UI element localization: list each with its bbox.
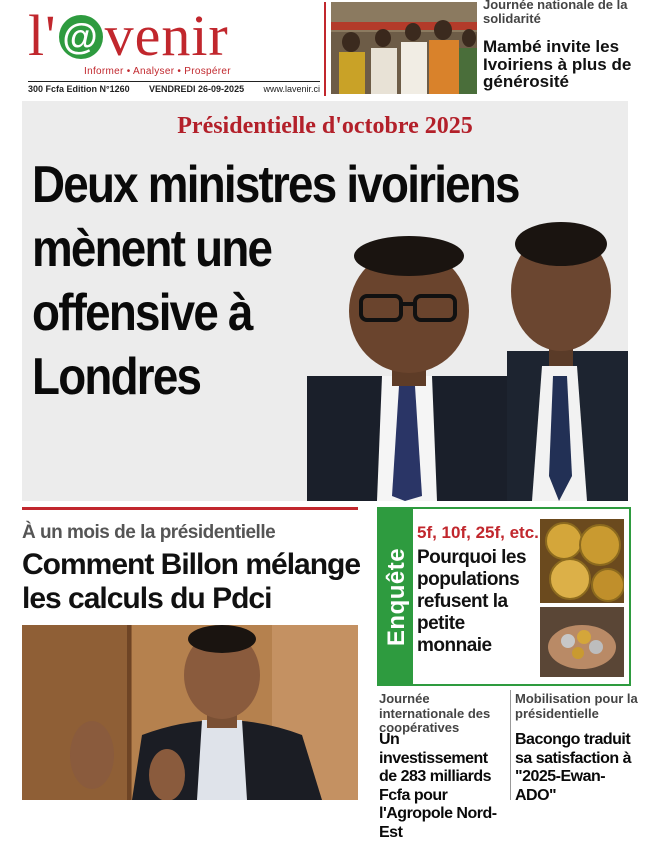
- teaser-photo[interactable]: [331, 2, 477, 94]
- mobilisation-title[interactable]: Bacongo traduit sa satisfaction à "2025-Ewan-ADO": [515, 731, 631, 804]
- main-headline-line: mènent une: [32, 220, 272, 278]
- enquete-box[interactable]: [377, 507, 631, 686]
- main-headline-line: offensive à: [32, 284, 252, 342]
- cooperatives-title[interactable]: Un investissement de 283 milliards Fcfa pour l'Agropole Nord-Est: [379, 731, 497, 841]
- left-story-kicker: À un mois de la présidentielle: [22, 522, 276, 543]
- main-headline-line: Deux ministres ivoiriens: [32, 156, 519, 214]
- cooperatives-kicker: Journée internationale des coopératives: [379, 691, 491, 735]
- teaser-kicker: Journée nationale de la solidarité: [483, 0, 628, 26]
- main-headline-line: Londres: [32, 348, 201, 406]
- ministers-photo: [287, 216, 628, 501]
- newspaper-logo[interactable]: [28, 3, 318, 68]
- slogan: Informer • Analyser • Prospérer: [84, 66, 231, 77]
- mobilisation-kicker: Mobilisation pour la présidentielle: [515, 691, 638, 721]
- main-kicker: Présidentielle d'octobre 2025: [177, 113, 473, 139]
- edition-date: VENDREDI 26-09-2025: [149, 84, 245, 94]
- edition-bar: [28, 81, 320, 98]
- logo-at-sign: @: [59, 15, 103, 59]
- enquete-amounts: 5f, 10f, 25f, etc.: [417, 523, 539, 542]
- coins-photo: [540, 519, 624, 677]
- edition-price: 300 Fcfa Edition N°1260: [28, 84, 130, 94]
- left-story-rule: [22, 507, 358, 510]
- enquete-title: Pourquoi les populations refusent la petite monnaie: [417, 547, 527, 656]
- teaser-title[interactable]: Mambé invite les Ivoiriens à plus de générosité: [483, 37, 632, 91]
- billon-photo-illustration: [22, 625, 358, 800]
- logo-l: l': [28, 3, 57, 68]
- teaser-photo-illustration: [331, 2, 477, 94]
- logo-wordmark: [28, 3, 318, 68]
- logo-venir: venir: [104, 3, 229, 68]
- column-divider: [510, 690, 511, 800]
- enquete-label: Enquête: [383, 547, 410, 647]
- main-story[interactable]: [22, 101, 628, 501]
- website-link[interactable]: www.lavenir.ci: [263, 84, 320, 94]
- billon-photo: [22, 625, 358, 800]
- masthead-divider: [324, 2, 326, 96]
- left-story-headline[interactable]: Comment Billon mélange les calculs du Pdci: [22, 548, 361, 615]
